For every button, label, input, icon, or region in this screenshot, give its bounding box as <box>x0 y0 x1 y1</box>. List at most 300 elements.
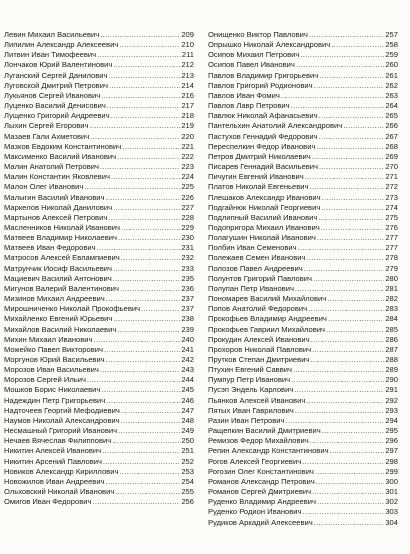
index-entry <box>4 152 194 162</box>
entry-page-number: 278 <box>385 253 398 263</box>
entry-page-number: 247 <box>181 405 194 415</box>
dot-leader <box>331 40 384 50</box>
entry-page-number: 223 <box>181 162 194 172</box>
entry-name: Лыхин Сергей Егорович <box>4 121 89 131</box>
entry-name: Павлюк Николай Афанасьевич <box>208 111 318 121</box>
index-entry <box>4 162 194 172</box>
entry-page-number: 258 <box>385 40 398 50</box>
index-entry <box>4 193 194 203</box>
dot-leader <box>104 345 180 355</box>
entry-name: Рудиков Аркадий Алексеевич <box>208 517 313 527</box>
entry-page-number: 229 <box>181 222 194 232</box>
index-entry <box>208 162 398 172</box>
entry-page-number: 291 <box>385 385 398 395</box>
entry-page-number: 264 <box>385 101 398 111</box>
entry-name: Руденко Родион Иванович <box>208 507 302 517</box>
entry-page-number: 261 <box>385 70 398 80</box>
dot-leader <box>113 264 180 274</box>
dot-leader <box>295 284 384 294</box>
index-entry <box>208 172 398 182</box>
entry-page-number: 273 <box>385 192 398 202</box>
dot-leader <box>97 50 181 60</box>
entry-name: Малин Константин Яковлевич <box>4 172 110 182</box>
entry-name: Лукьянов Сергей Иванович <box>4 90 101 100</box>
entry-name: Пономарев Василий Михайлович <box>208 294 327 304</box>
dot-leader <box>318 213 384 223</box>
index-entry <box>4 30 194 40</box>
entry-name: Осипов Михаил Петрович <box>208 50 300 60</box>
index-entry <box>208 50 398 60</box>
index-entry <box>208 60 398 70</box>
dot-leader <box>291 101 385 111</box>
entry-name: Литвин Иван Тимофеевич <box>4 50 97 60</box>
dot-leader <box>141 304 180 314</box>
index-entry <box>208 487 398 497</box>
dot-leader <box>293 365 384 375</box>
dot-leader <box>109 81 180 91</box>
entry-name: Мизинов Михаил Андреевич <box>4 294 105 304</box>
index-entry <box>208 284 398 294</box>
dot-leader <box>314 81 385 91</box>
entry-name: Мартынов Алексей Петрович <box>4 212 108 222</box>
index-entry <box>208 314 398 324</box>
dot-leader <box>100 365 180 375</box>
index-entry <box>208 30 398 40</box>
index-entry <box>208 396 398 406</box>
index-entry <box>4 223 194 233</box>
entry-name: Михайленко Евгений Юрьевич <box>4 314 113 324</box>
entry-page-number: 213 <box>181 70 194 80</box>
entry-page-number: 302 <box>385 497 398 507</box>
entry-page-number: 221 <box>181 141 194 151</box>
entry-page-number: 251 <box>181 446 194 456</box>
dot-leader <box>296 60 384 70</box>
entry-name: Маркелов Николай Данилович <box>4 202 113 212</box>
index-entry <box>4 436 194 446</box>
index-entry <box>4 243 194 253</box>
entry-name: Луценко Василий Денисович <box>4 101 106 111</box>
entry-page-number: 267 <box>385 131 398 141</box>
index-entry <box>208 457 398 467</box>
index-entry <box>4 142 194 152</box>
entry-page-number: 246 <box>181 395 194 405</box>
dot-leader <box>90 132 180 142</box>
index-entry <box>4 375 194 385</box>
index-entry <box>208 345 398 355</box>
entry-name: Рогов Алексей Георгиевич <box>208 456 302 466</box>
dot-leader <box>305 172 385 182</box>
entry-page-number: 282 <box>385 294 398 304</box>
entry-page-number: 272 <box>385 182 398 192</box>
entry-page-number: 242 <box>181 355 194 364</box>
entry-name: Романов Александр Петрович <box>208 476 315 486</box>
entry-name: Новиков Александр Кириллович <box>4 466 119 476</box>
index-entry <box>4 365 194 375</box>
dot-leader <box>281 91 385 101</box>
entry-page-number: 254 <box>181 476 194 486</box>
index-entry <box>4 203 194 213</box>
index-entry <box>4 182 194 192</box>
entry-name: Полбин Иван Семенович <box>208 243 297 253</box>
entry-page-number: 286 <box>385 334 398 344</box>
entry-page-number: 218 <box>181 111 194 121</box>
entry-name: Малон Олег Иванович <box>4 182 84 192</box>
entry-name: Луговской Дмитрий Петрович <box>4 80 108 90</box>
entry-name: Малин Анатолий Петрович <box>4 162 99 172</box>
dot-leader <box>115 487 180 497</box>
dot-leader <box>319 132 385 142</box>
entry-page-number: 214 <box>181 80 194 90</box>
entry-page-number: 269 <box>385 151 398 161</box>
dot-leader <box>112 436 180 446</box>
entry-page-number: 288 <box>385 355 398 364</box>
dot-leader <box>312 152 385 162</box>
entry-page-number: 220 <box>181 131 194 141</box>
index-entry <box>4 345 194 355</box>
dot-leader <box>101 385 180 395</box>
entry-page-number: 231 <box>181 243 194 253</box>
index-entry <box>4 355 194 365</box>
dot-leader <box>306 396 384 406</box>
entry-page-number: 216 <box>181 90 194 100</box>
dot-leader <box>108 213 180 223</box>
entry-name: Ольховский Николай Иванович <box>4 487 115 497</box>
entry-page-number: 257 <box>385 30 398 39</box>
dot-leader <box>317 497 384 507</box>
dot-leader <box>315 467 384 477</box>
dot-leader <box>122 142 180 152</box>
entry-name: Прокудин Алексей Иванович <box>208 334 310 344</box>
dot-leader <box>113 60 180 70</box>
entry-page-number: 271 <box>385 172 398 182</box>
entry-name: Павлов Лавр Петрович <box>208 101 290 111</box>
index-entry <box>4 50 194 60</box>
index-entry <box>208 81 398 91</box>
entry-name: Разин Иван Петрович <box>208 415 285 425</box>
entry-page-number: 210 <box>181 40 194 50</box>
dot-leader <box>314 518 385 528</box>
dot-leader <box>316 477 385 487</box>
index-entry <box>4 385 194 395</box>
dot-leader <box>113 203 180 213</box>
dot-leader <box>321 203 384 213</box>
entry-name: Рогозин Олег Константинович <box>208 466 314 476</box>
index-entry <box>208 71 398 81</box>
entry-name: Надеждин Петр Григорьевич <box>4 395 106 405</box>
entry-name: Луганский Сергей Данилович <box>4 70 108 80</box>
index-entry <box>208 467 398 477</box>
entry-page-number: 233 <box>181 263 194 273</box>
index-entry <box>4 81 194 91</box>
index-entry <box>208 223 398 233</box>
index-entry <box>208 355 398 365</box>
dot-leader <box>92 497 180 507</box>
entry-name: Опрышко Николай Александрович <box>208 40 331 50</box>
entry-page-number: 296 <box>385 436 398 446</box>
index-entry <box>4 416 194 426</box>
entry-page-number: 240 <box>181 334 194 344</box>
entry-name: Попов Анатолий Федорович <box>208 304 308 314</box>
entry-name: Птухин Евгений Саввич <box>208 365 292 375</box>
entry-name: Павлов Григорий Родионович <box>208 80 313 90</box>
index-entry <box>208 518 398 528</box>
entry-page-number: 230 <box>181 233 194 243</box>
entry-name: Михин Михаил Иванович <box>4 334 93 344</box>
entry-name: Несмашный Григорий Иванович <box>4 426 118 436</box>
entry-name: Пятых Иван Гаврилович <box>208 405 294 415</box>
entry-page-number: 232 <box>181 253 194 263</box>
entry-name: Романов Сергей Дмитриевич <box>208 487 312 497</box>
entry-name: Полежаев Семен Иванович <box>208 253 306 263</box>
dot-leader <box>97 243 181 253</box>
entry-name: Максименко Василий Иванович <box>4 151 117 161</box>
index-column-right <box>208 30 398 528</box>
index-entry <box>208 152 398 162</box>
dot-leader <box>117 325 180 335</box>
entry-page-number: 295 <box>385 426 398 436</box>
entry-page-number: 239 <box>181 324 194 334</box>
entry-page-number: 217 <box>181 101 194 111</box>
entry-page-number: 270 <box>385 162 398 172</box>
entry-page-number: 238 <box>181 314 194 324</box>
index-entry <box>4 497 194 507</box>
entry-page-number: 228 <box>181 212 194 222</box>
entry-name: Пусэп Эндель Карлович <box>208 385 294 395</box>
entry-page-number: 265 <box>385 111 398 121</box>
entry-page-number: 237 <box>181 304 194 314</box>
dot-leader <box>300 50 384 60</box>
dot-leader <box>93 335 180 345</box>
index-entry <box>4 233 194 243</box>
dot-leader <box>111 111 181 121</box>
entry-page-number: 259 <box>385 50 398 60</box>
dot-leader <box>304 264 385 274</box>
entry-name: Полунтов Григорий Павлович <box>208 273 313 283</box>
index-entry <box>4 172 194 182</box>
entry-name: Ращепкин Василий Дмитриевич <box>208 426 321 436</box>
entry-name: Моргунов Юрий Васильевич <box>4 355 105 364</box>
index-entry <box>4 101 194 111</box>
dot-leader <box>84 182 180 192</box>
dot-leader <box>120 284 180 294</box>
index-entry <box>208 446 398 456</box>
entry-name: Масленников Николай Иванович <box>4 222 120 232</box>
entry-page-number: 277 <box>385 243 398 253</box>
index-entry <box>208 335 398 345</box>
entry-page-number: 256 <box>181 497 194 507</box>
dot-leader <box>119 40 180 50</box>
entry-name: Мошков Борис Николаевич <box>4 385 101 395</box>
dot-leader <box>316 142 384 152</box>
index-entry <box>208 193 398 203</box>
entry-page-number: 276 <box>385 222 398 232</box>
dot-leader <box>321 223 385 233</box>
entry-page-number: 224 <box>181 172 194 182</box>
entry-page-number: 253 <box>181 466 194 476</box>
entry-page-number: 275 <box>385 212 398 222</box>
entry-page-number: 280 <box>385 273 398 283</box>
entry-name: Наумов Николай Александрович <box>4 415 120 425</box>
dot-leader <box>298 243 385 253</box>
entry-page-number: 285 <box>385 324 398 334</box>
entry-name: Матрунчик Иосиф Васильевич <box>4 263 112 273</box>
entry-name: Прохоров Николай Павлович <box>208 344 312 354</box>
index-entry <box>208 365 398 375</box>
index-entry <box>208 132 398 142</box>
index-entry <box>4 446 194 456</box>
entry-page-number: 281 <box>385 283 398 293</box>
entry-page-number: 304 <box>385 517 398 527</box>
dot-leader <box>295 406 385 416</box>
entry-page-number: 255 <box>181 487 194 497</box>
entry-name: Репин Александр Константинович <box>208 446 329 456</box>
entry-page-number: 219 <box>181 121 194 131</box>
entry-page-number: 266 <box>385 121 398 131</box>
index-entry <box>4 274 194 284</box>
index-entry <box>4 253 194 263</box>
index-entry <box>4 335 194 345</box>
entry-name: Пумпур Петр Иванович <box>208 375 291 385</box>
entry-page-number: 279 <box>385 263 398 273</box>
index-entry <box>208 233 398 243</box>
dot-leader <box>108 71 180 81</box>
index-entry <box>4 406 194 416</box>
entry-name: Пантельхин Анатолий Александрович <box>208 121 343 131</box>
dot-leader <box>313 274 384 284</box>
entry-name: Лущенко Григорий Андреевич <box>4 111 110 121</box>
dot-leader <box>121 253 181 263</box>
dot-leader <box>319 111 385 121</box>
dot-leader <box>117 152 180 162</box>
index-entry <box>4 264 194 274</box>
entry-name: Полупан Петр Иванович <box>208 283 294 293</box>
index-entry <box>208 213 398 223</box>
entry-page-number: 237 <box>181 294 194 304</box>
entry-page-number: 263 <box>385 90 398 100</box>
entry-name: Матросов Алексей Евлампиевич <box>4 253 120 263</box>
index-column-left <box>4 30 194 507</box>
index-entry <box>208 507 398 517</box>
entry-name: Руденко Владимир Андреевич <box>208 497 316 507</box>
dot-leader <box>111 172 180 182</box>
index-entry <box>4 132 194 142</box>
index-entry <box>208 91 398 101</box>
dot-leader <box>312 487 384 497</box>
entry-page-number: 298 <box>385 456 398 466</box>
dot-leader <box>106 396 180 406</box>
dot-leader <box>113 274 181 284</box>
dot-leader <box>310 355 384 365</box>
entry-page-number: 292 <box>385 395 398 405</box>
index-entry <box>208 121 398 131</box>
dot-leader <box>308 304 384 314</box>
dot-leader <box>118 426 180 436</box>
entry-name: Писарев Геннадий Васильевич <box>208 162 318 172</box>
dot-leader <box>327 294 384 304</box>
entry-page-number: 226 <box>181 192 194 202</box>
dot-leader <box>322 193 385 203</box>
entry-page-number: 277 <box>385 233 398 243</box>
dot-leader <box>319 162 384 172</box>
entry-page-number: 241 <box>181 344 194 354</box>
index-entry <box>208 325 398 335</box>
dot-leader <box>101 91 180 101</box>
entry-name: Подгайнюк Николай Георгиевич <box>208 202 321 212</box>
index-entry <box>4 396 194 406</box>
entry-name: Липилин Александр Алексеевич <box>4 40 119 50</box>
entry-name: Надточеев Георгий Мефодиевич <box>4 405 120 415</box>
index-entry <box>208 304 398 314</box>
index-entry <box>208 436 398 446</box>
entry-name: Ремизов Федор Михайлович <box>208 436 309 446</box>
entry-page-number: 293 <box>385 405 398 415</box>
index-entry <box>208 101 398 111</box>
index-entry <box>208 111 398 121</box>
entry-name: Онищенко Виктор Павлович <box>208 30 308 39</box>
entry-page-number: 249 <box>181 426 194 436</box>
index-entry <box>208 477 398 487</box>
dot-leader <box>307 253 385 263</box>
index-entry <box>208 385 398 395</box>
dot-leader <box>294 385 384 395</box>
index-entry <box>208 416 398 426</box>
entry-name: Осипов Павел Иванович <box>208 60 295 70</box>
dot-leader <box>291 375 384 385</box>
dot-leader <box>121 406 180 416</box>
entry-name: Платов Николай Евгеньевич <box>208 182 309 192</box>
index-entry <box>208 253 398 263</box>
dot-leader <box>102 446 180 456</box>
entry-name: Малыгин Василий Иванович <box>4 192 105 202</box>
dot-leader <box>100 162 180 172</box>
entry-name: Новожилов Иван Андреевич <box>4 476 105 486</box>
entry-name: Подопригора Михаил Иванович <box>208 222 320 232</box>
entry-name: Мациевич Василий Антонович <box>4 273 112 283</box>
entry-page-number: 294 <box>385 415 398 425</box>
entry-name: Мирошниченко Николай Прокофьевич <box>4 304 141 314</box>
index-entry <box>4 457 194 467</box>
entry-name: Полозов Павел Андреевич <box>208 263 303 273</box>
entry-name: Никитин Алексей Иванович <box>4 446 102 456</box>
dot-leader <box>286 416 385 426</box>
entry-name: Мазков Евдоким Константинович <box>4 141 122 151</box>
dot-leader <box>302 457 384 467</box>
dot-leader <box>106 294 181 304</box>
entry-page-number: 290 <box>385 375 398 385</box>
dot-leader <box>302 507 384 517</box>
dot-leader <box>328 314 384 324</box>
entry-page-number: 262 <box>385 80 398 90</box>
entry-name: Полагушин Николай Иванович <box>208 233 316 243</box>
dot-leader <box>309 30 384 40</box>
dot-leader <box>113 314 180 324</box>
entry-name: Переспелкин Федор Иванович <box>208 141 316 151</box>
entry-name: Левин Михаил Васильевич <box>4 30 100 39</box>
dot-leader <box>312 345 384 355</box>
index-entry <box>4 71 194 81</box>
entry-page-number: 212 <box>181 60 194 70</box>
entry-name: Пьянков Алексей Иванович <box>208 395 306 405</box>
entry-page-number: 209 <box>181 30 194 39</box>
index-entry <box>208 264 398 274</box>
entry-page-number: 245 <box>181 385 194 395</box>
entry-name: Матвеев Владимир Николаевич <box>4 233 117 243</box>
index-entry <box>208 375 398 385</box>
index-entry <box>208 142 398 152</box>
index-entry <box>208 426 398 436</box>
index-entry <box>4 284 194 294</box>
dot-leader <box>107 101 181 111</box>
